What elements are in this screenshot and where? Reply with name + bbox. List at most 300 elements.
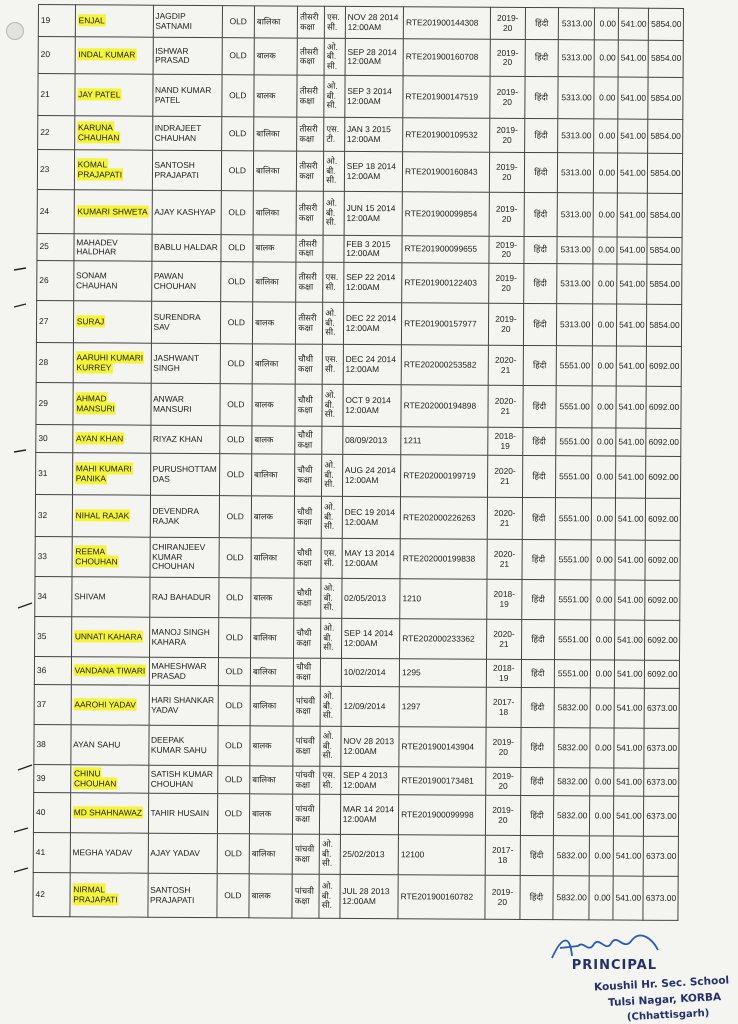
session-year: 2019-20 [495,313,517,334]
registration-number: RTE201900173481 [401,775,474,786]
registration-number: RTE201900099655 [404,243,478,254]
extra-amount-cell [591,540,615,580]
student-name-cell [71,725,149,765]
father-name-cell [152,74,221,116]
session-year-cell [490,39,526,76]
student-sno: 41 [35,846,46,857]
fee-amount: 5313.00 [560,318,591,330]
gender: बालक [256,50,276,61]
session-year: 2020-21 [493,548,516,569]
category-cell [324,151,345,191]
registration-number-cell [399,767,486,796]
extra-amount-cell [592,456,616,498]
student-name: AYAN KHAN [76,433,124,444]
student-name: VANDANA TIWARI [74,665,146,676]
extra-amount: 0.00 [599,52,616,63]
misc-amount-cell [617,193,648,237]
session-year: 2019-20 [495,272,517,293]
registration-number: RTE201900122403 [404,277,477,288]
total-amount-cell [647,237,682,264]
medium-cell [525,152,558,192]
admission-type-cell [217,874,250,918]
gender: बालक [253,592,273,603]
fee-amount-cell [557,193,594,237]
class-cell [297,117,324,151]
medium: हिंदी [531,553,546,564]
total-amount: 6092.00 [647,554,679,565]
admission-type: OLD [224,773,243,785]
medium: हिंदी [534,52,549,63]
category-cell [323,191,344,235]
father-name-cell [148,793,217,833]
student-sno: 28 [38,356,49,367]
date-of-birth: 10/02/2014 [343,666,386,677]
registration-number-cell [403,76,490,119]
date-of-birth-cell [343,426,401,454]
date-of-birth-cell [344,191,403,235]
class: तीसरी कक्षा [299,123,318,144]
registration-number: RTE201900109532 [405,129,478,140]
session-year-cell [486,579,522,619]
extra-amount-cell [591,580,615,620]
father-name-cell [149,617,218,657]
session-year: 2019-20 [496,161,518,182]
total-amount: 5854.00 [649,245,681,256]
admission-type-cell [217,834,250,874]
student-name-cell [73,383,151,425]
date-of-birth: SEP 3 2014 12:00AM [347,85,392,106]
date-of-birth: SEP 14 2014 12:00AM [343,627,394,648]
misc-amount: 541.00 [615,892,642,903]
medium: हिंदी [533,277,547,288]
category-cell [323,262,344,302]
registration-number-cell [398,835,485,876]
gender-cell [250,766,293,794]
class: पांचवी कक्षा [294,885,314,906]
admission-type-cell [219,454,252,496]
class: तीसरी कक्षा [298,238,318,258]
registration-number: RTE202000199838 [402,553,476,564]
total-amount: 5854.00 [649,278,680,289]
category-cell [322,426,343,454]
extra-amount-cell [593,264,617,304]
student-name-cell [72,537,150,577]
total-amount-cell [644,768,679,796]
medium: हिंदी [530,775,544,786]
total-amount-cell [645,580,680,620]
date-of-birth-cell [342,538,401,578]
student-name-cell [71,685,149,725]
category-cell [324,38,345,75]
gender-cell [254,38,297,75]
extra-amount-cell [591,620,615,660]
admission-type: OLD [228,164,246,176]
table-row [37,260,682,304]
admission-type-cell [220,344,253,384]
session-year: 2019-20 [492,770,514,791]
class-cell [293,686,320,726]
registration-number: RTE201900099854 [404,208,478,219]
class: पांचवी कक्षा [295,843,315,864]
session-year-cell [487,497,523,539]
misc-amount-cell [614,688,644,728]
father-name: JAGDIP SATNAMI [155,10,193,31]
student-name: AARUHI KUMARI KURREY [76,352,144,372]
admission-type: OLD [225,665,243,677]
total-amount: 6092.00 [648,401,680,412]
fee-amount-cell [555,540,592,580]
student-name: MEGHA YADAV [72,847,133,858]
gender: बालक [251,890,271,901]
admission-type-cell [218,658,251,686]
date-of-birth-cell [341,618,400,658]
total-amount: 6092.00 [648,436,679,447]
class: चौथी कक्षा [297,429,313,450]
father-name: SANTOSH PRAJAPATI [150,884,195,905]
fee-amount: 5313.00 [560,208,592,220]
misc-amount: 541.00 [620,18,647,29]
extra-amount-cell [592,428,616,456]
student-name-cell [71,617,149,657]
date-of-birth-cell [345,6,404,38]
extra-amount: 0.00 [598,244,615,255]
total-amount: 5854.00 [651,18,682,29]
total-amount: 5854.00 [650,53,682,64]
gender-cell [254,6,297,38]
date-of-birth: MAY 13 2014 12:00AM [344,547,395,568]
class-cell [294,658,321,686]
table-row [38,5,683,41]
margin-tick-marks [0,0,60,1024]
gender: बालक [253,511,274,522]
class-cell [295,426,322,454]
total-amount-cell [644,688,679,728]
medium: हिंदी [534,91,548,102]
extra-amount-cell [590,688,614,728]
date-of-birth: JAN 3 2015 12:00AM [346,123,391,144]
father-name: AJAY YADAV [150,847,200,858]
extra-amount-cell [594,40,618,77]
registration-number: RTE201900143904 [401,741,475,752]
misc-amount-cell [615,620,645,660]
date-of-birth-cell [342,496,401,538]
student-name-cell [75,5,153,37]
table-row [35,576,680,620]
misc-amount-cell [616,456,647,498]
category: ओ. बी. सी. [325,308,337,338]
date-of-birth: 08/09/2013 [345,434,388,445]
misc-amount: 541.00 [617,634,643,645]
medium: हिंदी [529,891,544,902]
date-of-birth-cell [344,235,402,262]
gender: बालिका [256,128,280,139]
session-year: 2020-21 [494,354,517,375]
father-name-cell [153,37,222,74]
medium: हिंदी [531,667,545,678]
table-row [36,300,681,346]
fee-amount: 5551.00 [558,553,589,565]
class: चौथी कक्षा [297,506,313,527]
date-of-birth-cell [341,658,399,686]
admission-type-cell [219,426,252,454]
registration-number-cell [401,455,488,498]
class-cell [295,344,322,384]
father-name-cell [151,301,220,343]
table-row [34,656,679,688]
date-of-birth: FEB 3 2015 12:00AM [346,238,391,259]
table-row [35,536,680,580]
date-of-birth-cell [345,75,404,117]
registration-number-cell [401,345,488,386]
registration-number: 1295 [401,667,421,678]
session-year: 2020-21 [494,465,516,486]
category-cell [320,794,341,834]
gender: बालिका [253,632,277,643]
registration-number: RTE202000226263 [402,512,476,523]
date-of-birth-cell [343,344,402,384]
category-cell [323,235,344,262]
category-cell [321,618,342,658]
total-amount-cell [643,876,678,920]
fee-amount-cell [557,153,594,193]
medium-cell [521,659,554,687]
misc-amount: 541.00 [620,92,647,103]
medium-cell [521,795,554,835]
date-of-birth-cell [342,578,401,618]
table-row [36,424,681,456]
student-name: KOMAL PRAJAPATI [77,159,123,180]
date-of-birth-cell [345,38,404,75]
extra-amount-cell [591,660,615,688]
admission-type: OLD [228,242,246,253]
registration-number: RTE202000233362 [402,633,475,644]
misc-amount-cell [615,498,646,540]
class-cell [294,618,321,658]
class-cell [297,75,324,117]
date-of-birth: AUG 24 2014 12:00AM [344,464,396,485]
medium-cell [523,345,556,385]
gender: बालिका [255,276,279,287]
father-name: DEEPAK KUMAR SAHU [150,734,207,755]
stamp-title: PRINCIPAL [571,958,657,973]
gender-cell [251,578,294,618]
class: तीसरी कक्षा [298,271,317,292]
session-year: 2018-19 [493,662,515,683]
registration-number: RTE201900147519 [405,91,479,102]
student-sno: 22 [40,126,50,137]
medium: हिंदी [532,435,546,446]
class-cell [295,454,322,496]
fee-amount: 5832.00 [557,809,588,821]
father-name-cell [148,725,217,765]
class: पांचवी कक्षा [295,769,315,790]
gender-cell [252,344,295,384]
student-sno: 36 [36,664,47,675]
extra-amount-cell [590,768,614,796]
session-year-cell [488,303,524,345]
registration-number-cell [402,263,489,304]
extra-amount: 0.00 [598,209,615,220]
table-row [38,116,683,154]
medium: हिंदी [533,318,547,329]
admission-type: OLD [224,847,242,859]
admission-type-cell [221,75,254,117]
medium: हिंदी [534,129,548,140]
father-name: ANWAR MANSURI [153,393,192,414]
registration-number-cell [400,539,487,580]
date-of-birth-cell [343,384,402,426]
registration-number: RTE201900160843 [405,166,478,177]
father-name: HARI SHANKAR YADAV [151,694,215,715]
extra-amount: 0.00 [598,278,615,289]
father-name-cell [152,116,221,150]
stamp-address: Tulsi Nagar, KORBA [607,991,722,1009]
admission-type-cell [222,38,255,75]
class: चौथी कक्षा [296,587,312,608]
father-name: RIYAZ KHAN [152,433,203,444]
total-amount: 6373.00 [646,776,677,787]
total-amount-cell [648,77,683,119]
session-year-cell [489,118,525,152]
father-name-cell [150,537,219,577]
misc-amount: 541.00 [620,130,646,141]
session-year: 2017-18 [491,844,514,865]
admission-type-cell [218,578,251,618]
admission-type-cell [218,686,251,726]
class-cell [297,151,324,191]
gender: बालक [256,90,276,101]
registration-number: 1297 [401,701,421,712]
student-name: KUMARI SHWETA [77,206,148,217]
extra-amount: 0.00 [599,18,616,29]
session-year-cell [487,385,523,427]
fee-amount-cell [555,498,592,540]
misc-amount: 541.00 [619,167,646,178]
date-of-birth: DEC 22 2014 12:00AM [345,312,397,333]
misc-amount-cell [617,264,647,304]
fee-amount-cell [553,768,590,796]
father-name: MAHESHWAR PRASAD [151,660,207,681]
class: तीसरी कक्षा [298,202,318,223]
gender: बालक [254,434,274,445]
gender: बालिका [256,165,280,176]
registration-number-cell [398,875,485,920]
gender-cell [252,384,295,426]
gender-cell [249,834,292,874]
total-amount-cell [646,428,681,456]
fee-amount: 5313.00 [560,166,592,178]
misc-amount-cell [614,728,644,768]
misc-amount-cell [613,796,643,836]
admission-type-cell [219,538,252,578]
table-row [34,684,679,728]
medium: हिंदी [532,470,546,481]
fee-amount-cell [553,796,590,836]
misc-amount: 541.00 [619,209,646,220]
category: ओ. बी. सी. [323,583,335,613]
misc-amount-cell [614,660,644,688]
total-amount-cell [647,193,682,237]
extra-amount-cell [595,8,619,40]
misc-amount-cell [614,768,644,796]
student-sno: 32 [37,509,48,520]
medium-cell [522,497,555,539]
misc-amount: 541.00 [618,360,645,371]
father-name-cell [152,150,221,190]
student-sno: 35 [37,630,47,641]
student-sno: 40 [36,806,46,817]
class-cell [294,496,321,538]
extra-amount-cell [593,237,617,264]
student-name-cell [70,793,148,833]
table-row [36,452,681,498]
class-cell [292,874,319,918]
fee-amount-cell [554,688,591,728]
total-amount: 6092.00 [647,594,678,605]
misc-amount: 541.00 [616,776,642,787]
student-sno: 33 [37,550,47,561]
class: चौथी कक्षा [298,353,314,374]
misc-amount: 541.00 [617,513,644,524]
registration-number-cell [401,427,488,456]
date-of-birth: DEC 19 2014 12:00AM [344,506,395,527]
date-of-birth: OCT 9 2014 12:00AM [345,394,391,415]
student-name-cell [71,657,149,685]
category-cell [325,6,346,38]
student-name: JAY PATEL [78,89,121,100]
extra-amount: 0.00 [595,702,612,713]
student-sno: 38 [36,738,46,749]
class: चौथी कक्षा [296,547,312,568]
medium: हिंदी [532,400,547,411]
misc-amount: 541.00 [618,471,644,482]
category-cell [322,384,343,426]
fee-amount: 5313.00 [560,277,591,289]
father-name-cell [148,765,217,793]
fee-amount: 5313.00 [560,244,591,255]
session-year-cell [487,539,523,579]
registration-number: RTE201900160782 [400,891,474,902]
student-name: AYAN SAHU [73,739,121,750]
total-amount-cell [645,660,680,688]
misc-amount: 541.00 [615,850,642,861]
student-sno: 21 [40,88,50,99]
extra-amount-cell [590,728,614,768]
class: पांचवी कक्षा [295,695,316,716]
session-year: 2019-20 [495,203,518,224]
student-name-cell [73,301,151,343]
class: चौथी कक्षा [296,661,312,682]
table-row [35,616,680,660]
total-amount: 5854.00 [650,92,682,103]
medium-cell [522,539,555,579]
admission-type: OLD [225,739,243,751]
registration-number: RTE202000253582 [403,359,477,370]
student-sno: 20 [40,49,51,60]
fee-amount-cell [556,237,593,264]
student-name-cell [74,190,152,234]
medium: हिंदी [533,208,548,219]
medium: हिंदी [531,633,545,644]
student-sno: 27 [39,315,49,326]
date-of-birth: NOV 28 2013 12:00AM [343,735,395,756]
student-name: KARUNA CHAUHAN [77,122,120,142]
student-name: REEMA CHOUHAN [75,546,118,566]
father-name: PURUSHOTTAM DAS [152,463,217,484]
gender: बालिका [251,848,276,859]
date-of-birth: JUN 15 2014 12:00AM [346,202,396,223]
date-of-birth-cell [340,834,399,874]
